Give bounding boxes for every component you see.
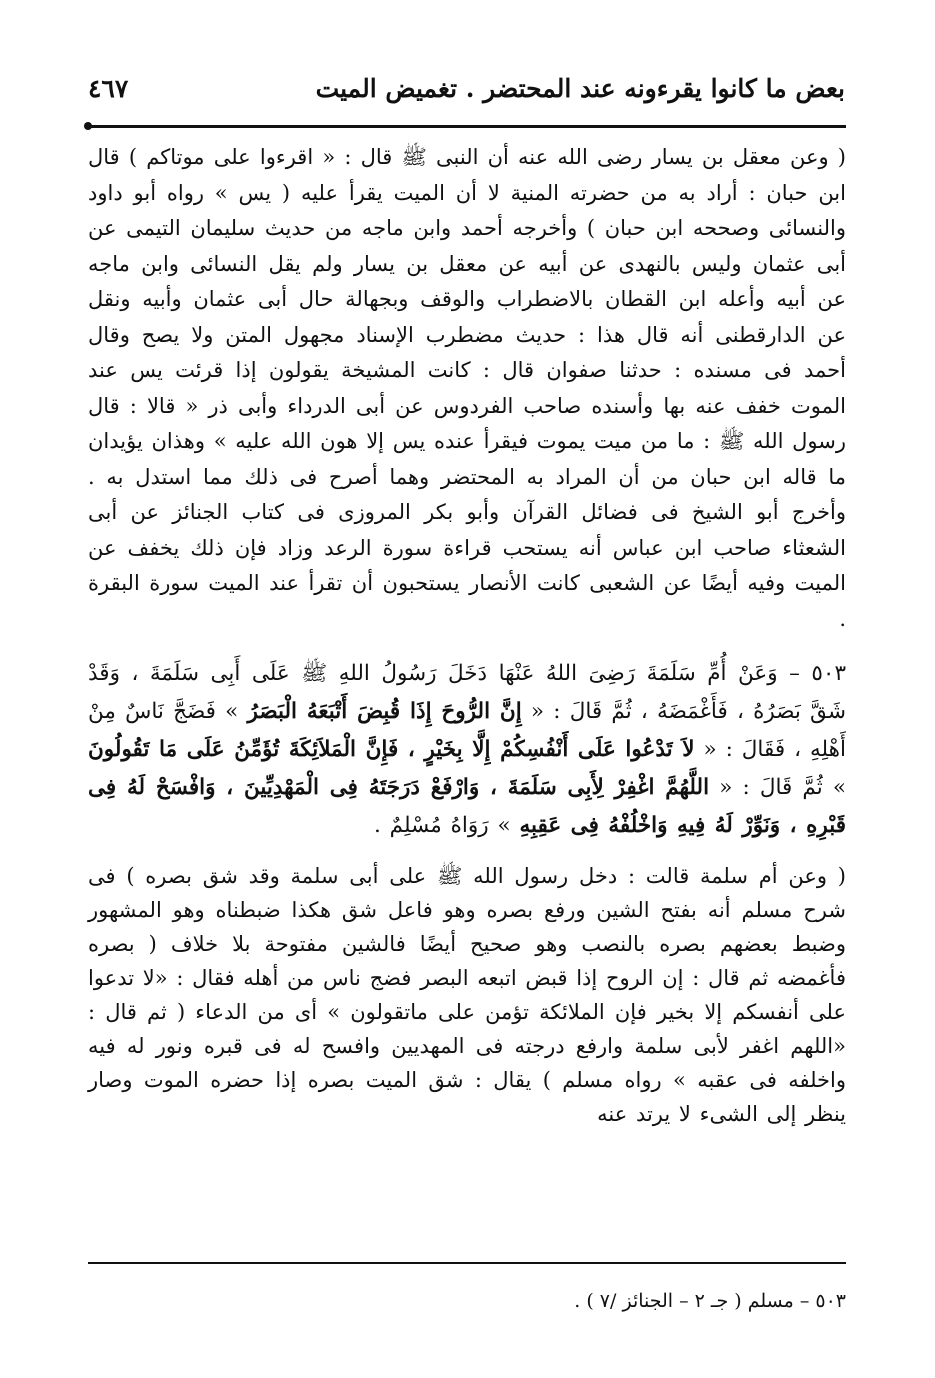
footnote: ٥٠٣ – مسلم ( جـ ٢ – الجنائز /٧ ) . — [574, 1290, 846, 1312]
hadith-mid-1: » فَضَجَّ نَاسٌ مِنْ أَهْلِهِ ، فَقَالَ : « — [88, 699, 846, 762]
header-rule — [88, 125, 846, 128]
hadith-mid-2: » ثُمَّ قَالَ : « — [719, 775, 846, 800]
page-header — [88, 66, 845, 110]
hadith-paragraph — [88, 655, 846, 845]
running-title: بعض ما كانوا يقرءونه عند المحتضر . تغميض الميت — [315, 73, 845, 103]
hadith-quote-3: اللَّهُمَّ اغْفِرْ لِأَبِى سَلَمَةَ ، وَارْفَعْ دَرَجَتَهُ فِى الْمَهْدِيِّينَ ، وَافْسَحْ لَهُ فِى قَبْرِهِ ، وَنَوِّرْ لَهُ فِيهِ وَاخْلُفْهُ فِى عَقِبِهِ — [88, 775, 846, 838]
header-rule-ornament — [84, 122, 92, 130]
page-number: ٤٦٧ — [88, 73, 129, 103]
hadith-quote-2: لاَ تَدْعُوا عَلَى أَنْفُسِكُمْ إِلَّا بِخَيْرٍ ، فَإِنَّ الْمَلاَئِكَةَ تُؤَمِّنُ عَلَى مَا تَقُولُونَ — [88, 737, 695, 762]
hadith-tail: » رَوَاهُ مُسْلِمٌ . — [373, 813, 511, 838]
commentary-paragraph-1: ( وعن معقل بن يسار رضى الله عنه أن النبى ﷺ قال : « اقرءوا على موتاكم ) قال ابن حبان : أراد به من حضرته المنية لا أن الميت يقرأ عليه ( يس » رواه أبو داود والنسائى وصححه ابن حبان ) وأخرجه أحمد وابن ماجه من حديث سليمان التيمى عن أبى عثمان وليس بالنهدى عن أبيه عن معقل بن يسار ولم يقل النسائى وابن ماجه عن أبيه وأعله ابن القطان بالاضطراب والوقف وبجهالة حال أبى عثمان وأبيه ونقل عن الدارقطنى أنه قال هذا : حديث مضطرب الإسناد مجهول المتن ولا يصح وقال أحمد فى مسنده : حدثنا صفوان قال : كانت المشيخة يقولون إذا قرئت يس عند الموت خفف عنه بها وأسنده صاحب الفردوس عن أبى الدرداء وأبى ذر « قالا : قال رسول الله ﷺ : ما من ميت يموت فيقرأ عنده يس إلا هون الله عليه » وهذان يؤيدان ما قاله ابن حبان من أن المراد به المحتضر وهما أصرح فى ذلك مما استدل به . وأخرج أبو الشيخ فى فضائل القرآن وأبو بكر المروزى فى كتاب الجنائز عن أبى الشعثاء صاحب ابن عباس أنه يستحب قراءة سورة الرعد وزاد فإن ذلك يخفف عن الميت وفيه أيضًا عن الشعبى كانت الأنصار يستحبون أن تقرأ عند الميت سورة البقرة . — [88, 145, 846, 631]
hadith-quote-1: إِنَّ الرُّوحَ إِذَا قُبِضَ أَتْبَعَهُ الْبَصَرُ — [247, 699, 522, 724]
hadith-lead: ٥٠٣ – وَعَنْ أُمِّ سَلَمَةَ رَضِىَ اللهُ عَنْهَا دَخَلَ رَسُولُ اللهِ ﷺ عَلَى أَبِى سَلَمَةَ ، وَقَدْ شَقَّ بَصَرُهُ ، فَأَغْمَضَهُ ، ثُمَّ قَالَ : « — [88, 661, 847, 724]
page-body — [88, 140, 846, 1131]
commentary-paragraph-2: ( وعن أم سلمة قالت : دخل رسول الله ﷺ على أبى سلمة وقد شق بصره ) فى شرح مسلم أنه بفتح الشين ورفع بصره وهو فاعل شق هكذا ضبطناه وهو المشهور وضبط بعضهم بصره بالنصب وهو صحيح أيضًا فالشين مفتوحة بلا خلاف ( بصره فأغمضه ثم قال : إن الروح إذا قبض اتبعه البصر فضج ناس من أهله فقال : «لا تدعوا على أنفسكم إلا بخير فإن الملائكة تؤمن على ماتقولون » أى من الدعاء ( ثم قال : «اللهم اغفر لأبى سلمة وارفع درجته فى المهديين وافسح له فى قبره ونور له فيه واخلفه فى عقبه » رواه مسلم ) يقال : شق الميت بصره إذا حضره الموت وصار ينظر إلى الشىء لا يرتد عنه — [88, 864, 846, 1126]
footnote-rule — [88, 1262, 846, 1264]
